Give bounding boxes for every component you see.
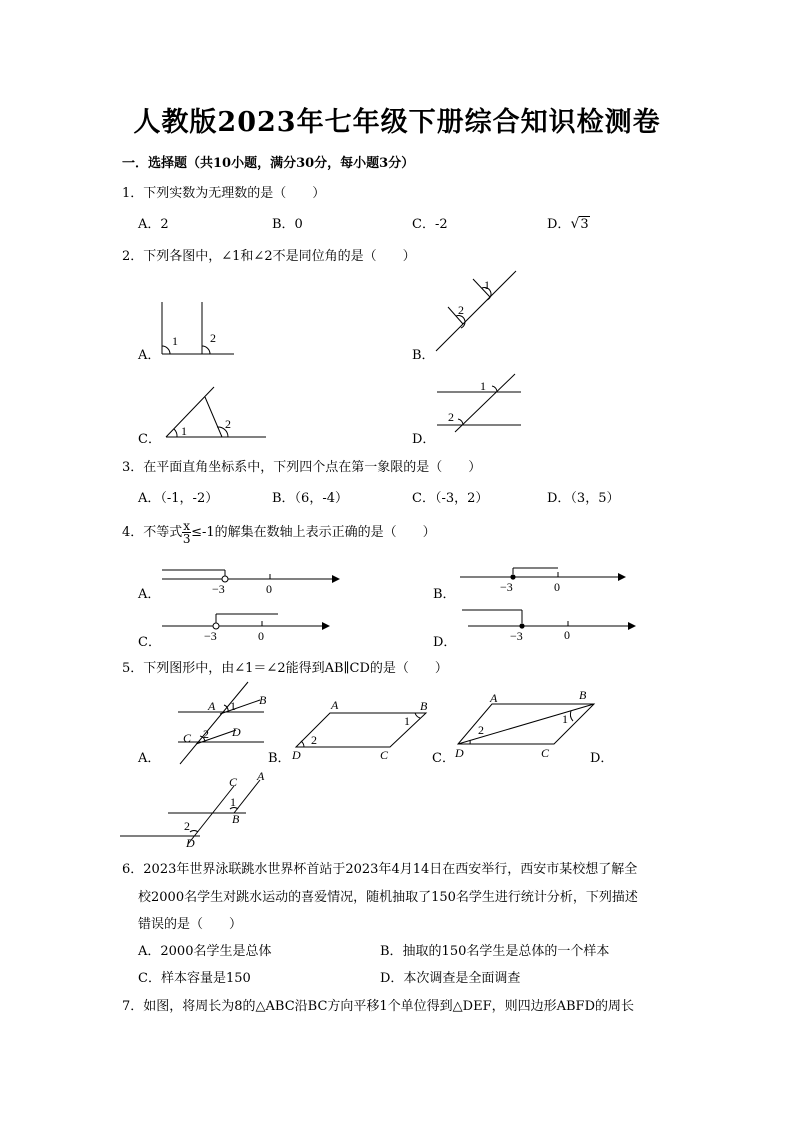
point-a-label: A <box>331 698 339 712</box>
tick-neg-3: −3 <box>204 629 217 643</box>
q6-option-a[interactable]: A．2000名学生是总体 <box>138 944 272 959</box>
angle-2-label: 2 <box>210 331 216 345</box>
q2-figure-b <box>430 265 525 355</box>
q5-stem: 5．下列图形中，由∠1＝∠2能得到AB∥CD的是（ ） <box>122 661 448 676</box>
tick-zero: 0 <box>266 582 272 596</box>
q4-number-line-c <box>160 610 340 644</box>
q4-option-d-label[interactable]: D． <box>433 635 457 650</box>
tick-zero: 0 <box>564 628 570 642</box>
q4-stem <box>122 520 436 545</box>
q5-figure-c <box>452 690 602 762</box>
angle-1-label: 1 <box>480 379 486 393</box>
q4-stem-suffix: ≤-1的解集在数轴上表示正确的是（ ） <box>191 525 436 540</box>
sqrt-symbol: √ <box>570 216 580 232</box>
tick-zero: 0 <box>258 629 264 643</box>
fraction-numerator: x <box>183 519 191 533</box>
fraction-denominator: 3 <box>182 532 191 546</box>
q6-stem-line-3: 错误的是（ ） <box>138 917 243 932</box>
q2-option-d-label[interactable]: D． <box>412 432 436 447</box>
angle-2-label: 2 <box>225 417 231 431</box>
q1-option-a[interactable]: A．2 <box>138 217 169 232</box>
angle-2-label: 2 <box>458 303 464 317</box>
angle-2-label: 2 <box>478 723 484 737</box>
section-heading: 一．选择题（共10小题，满分30分，每小题3分） <box>122 156 415 171</box>
point-c-label: C <box>541 746 550 760</box>
angle-2-label: 2 <box>311 733 317 747</box>
q4-number-line-a <box>160 562 345 596</box>
q5-figure-a <box>172 680 272 765</box>
tick-zero: 0 <box>554 580 560 594</box>
point-b-label: B <box>420 699 428 713</box>
q5-figure-b <box>288 695 438 763</box>
q3-option-c[interactable]: C．（-3，2） <box>412 491 489 506</box>
q2-figure-d <box>435 372 525 434</box>
q1-stem: 1．下列实数为无理数的是（ ） <box>122 186 326 201</box>
q2-option-c-label[interactable]: C． <box>138 432 161 447</box>
angle-1-label: 1 <box>230 795 236 809</box>
q2-figure-a <box>150 296 240 358</box>
q3-stem: 3．在平面直角坐标系中，下列四个点在第一象限的是（ ） <box>122 460 482 475</box>
q4-option-a-label[interactable]: A． <box>138 587 161 602</box>
q5-option-b-label[interactable]: B． <box>268 751 291 766</box>
q5-option-a-label[interactable]: A． <box>138 751 161 766</box>
point-c-label: C <box>229 775 238 789</box>
q3-option-a[interactable]: A．（-1，-2） <box>138 491 219 506</box>
q6-option-d[interactable]: D．本次调查是全面调查 <box>380 971 521 986</box>
point-d-label: D <box>292 748 301 762</box>
q4-number-line-b <box>458 560 633 594</box>
q6-option-c[interactable]: C．样本容量是150 <box>138 971 251 986</box>
point-a-label: A <box>208 699 216 713</box>
q6-option-b[interactable]: B．抽取的150名学生是总体的一个样本 <box>380 944 610 959</box>
q7-stem: 7．如图，将周长为8的△ABC沿BC方向平移1个单位得到△DEF，则四边形ABFD的周长 <box>122 999 634 1014</box>
point-a-label: A <box>257 769 265 783</box>
q3-option-b[interactable]: B．（6，-4） <box>272 491 348 506</box>
point-b-label: B <box>579 688 587 702</box>
point-b-label: B <box>232 812 240 826</box>
q5-option-c-label[interactable]: C． <box>432 751 455 766</box>
angle-1-label: 1 <box>181 424 187 438</box>
q1-option-d[interactable] <box>547 213 590 232</box>
angle-1-label: 1 <box>172 334 178 348</box>
q4-option-b-label[interactable]: B． <box>433 587 456 602</box>
q6-stem-line-1: 6．2023年世界泳联跳水世界杯首站于2023年4月14日在西安举行，西安市某校想了解全 <box>122 862 638 877</box>
point-a-label: A <box>490 691 498 705</box>
q6-stem-line-2: 校2000名学生对跳水运动的喜爱情况，随机抽取了150名学生进行统计分析，下列描述 <box>138 890 638 905</box>
point-c-label: C <box>380 748 389 762</box>
angle-1-label: 1 <box>562 712 568 726</box>
angle-1-label: 1 <box>230 699 236 713</box>
angle-1-label: 1 <box>404 714 410 728</box>
q4-option-c-label[interactable]: C． <box>138 635 161 650</box>
angle-2-label: 2 <box>203 727 209 741</box>
q1-option-b[interactable]: B．0 <box>272 217 303 232</box>
q3-option-d[interactable]: D．（3，5） <box>547 491 620 506</box>
q2-option-b-label[interactable]: B． <box>412 348 435 363</box>
q4-stem-prefix: 4．不等式 <box>122 525 183 540</box>
q5-figure-d <box>118 770 278 852</box>
point-c-label: C <box>183 731 192 745</box>
point-d-label: D <box>455 746 464 760</box>
q4-number-line-d <box>460 605 640 645</box>
tick-neg-3: −3 <box>510 629 523 643</box>
q1-option-d-radicand: 3 <box>580 217 589 232</box>
q1-option-d-prefix: D． <box>547 217 571 232</box>
q2-figure-c <box>160 385 270 440</box>
q1-option-c[interactable]: C．-2 <box>412 217 448 232</box>
point-d-label: D <box>232 725 241 739</box>
tick-neg-3: −3 <box>500 580 513 594</box>
angle-1-label: 1 <box>484 278 490 292</box>
q2-stem: 2．下列各图中，∠1和∠2不是同位角的是（ ） <box>122 249 416 264</box>
angle-2-label: 2 <box>448 410 454 424</box>
point-d-label: D <box>186 836 195 850</box>
fraction <box>182 520 191 545</box>
point-b-label: B <box>259 693 267 707</box>
angle-2-label: 2 <box>184 819 190 833</box>
q5-option-d-label[interactable]: D． <box>590 751 614 766</box>
q2-option-a-label[interactable]: A． <box>138 348 161 363</box>
page-title: 人教版2023年七年级下册综合知识检测卷 <box>133 107 661 138</box>
tick-neg-3: −3 <box>212 582 225 596</box>
